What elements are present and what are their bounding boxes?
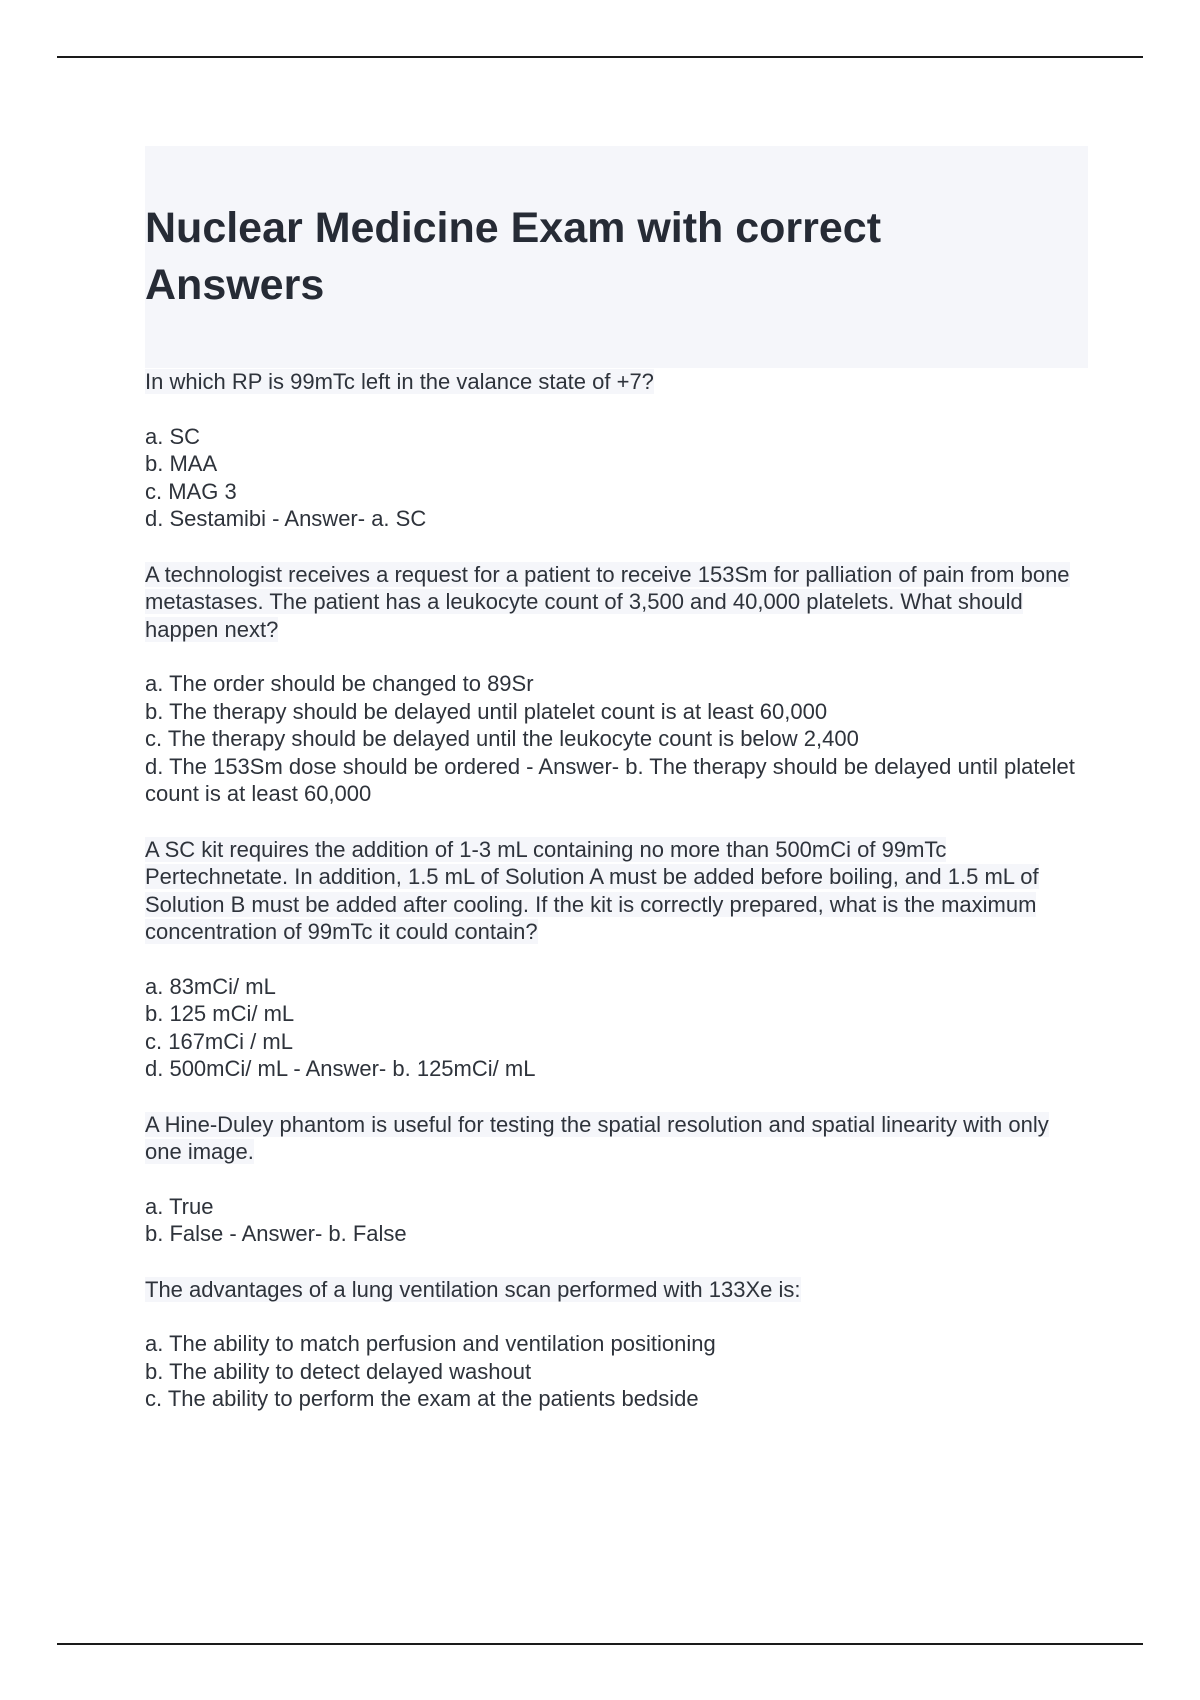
question-block-2	[145, 561, 1088, 808]
question-text: In which RP is 99mTc left in the valance state of +7?	[145, 369, 654, 394]
option-item: a. The ability to match perfusion and ventilation positioning	[145, 1331, 716, 1356]
option-item: a. 83mCi/ mL	[145, 973, 276, 999]
options-list	[145, 1193, 1088, 1248]
question-text: The advantages of a lung ventilation scan performed with 133Xe is:	[145, 1276, 801, 1302]
bottom-rule	[57, 1643, 1143, 1645]
options-list	[145, 423, 1088, 533]
option-item: c. MAG 3	[145, 478, 237, 504]
top-rule	[57, 56, 1143, 58]
question-list	[145, 368, 1088, 1413]
option-item: b. The ability to detect delayed washout	[145, 1358, 532, 1384]
question-block-5	[145, 1276, 1088, 1413]
options-list	[145, 670, 1088, 808]
question-block-1	[145, 368, 1088, 533]
question-block-3	[145, 836, 1088, 1083]
question-block-4	[145, 1111, 1088, 1248]
option-item: a. SC	[145, 423, 201, 449]
option-item: d. 500mCi/ mL - Answer- b. 125mCi/ mL	[145, 1056, 536, 1081]
option-item: d. The 153Sm dose should be ordered - Answer- b. The therapy should be delayed until platelet count is at least 60,000	[145, 753, 1075, 806]
page-title: Nuclear Medicine Exam with correct Answers	[145, 204, 882, 309]
option-item: b. The therapy should be delayed until platelet count is at least 60,000	[145, 698, 828, 724]
option-item: b. False - Answer- b. False	[145, 1221, 407, 1246]
option-item: d. Sestamibi - Answer- a. SC	[145, 506, 427, 531]
option-item: b. 125 mCi/ mL	[145, 1001, 295, 1026]
options-list	[145, 973, 1088, 1083]
option-item: c. 167mCi / mL	[145, 1028, 293, 1054]
question-text: A SC kit requires the addition of 1-3 mL containing no more than 500mCi of 99mTc Pertechnetate. In addition, 1.5 mL of Solution A must be added before boiling, and 1.5 mL of Solution B must be added after cooling. If the kit is correctly prepared, what is the maximum concentration of 99mTc it could contain?	[145, 836, 1039, 944]
option-item: c. The therapy should be delayed until the leukocyte count is below 2,400	[145, 726, 859, 751]
options-list	[145, 1330, 1088, 1413]
option-item: a. The order should be changed to 89Sr	[145, 671, 534, 696]
option-item: b. MAA	[145, 451, 218, 476]
option-item: a. True	[145, 1193, 214, 1219]
question-text: A Hine-Duley phantom is useful for testing the spatial resolution and spatial linearity with only one image.	[145, 1111, 1049, 1164]
option-item: c. The ability to perform the exam at the patients bedside	[145, 1386, 699, 1411]
question-text: A technologist receives a request for a patient to receive 153Sm for palliation of pain from bone metastases. The patient has a leukocyte count of 3,500 and 40,000 platelets. What should happen next?	[145, 561, 1070, 642]
